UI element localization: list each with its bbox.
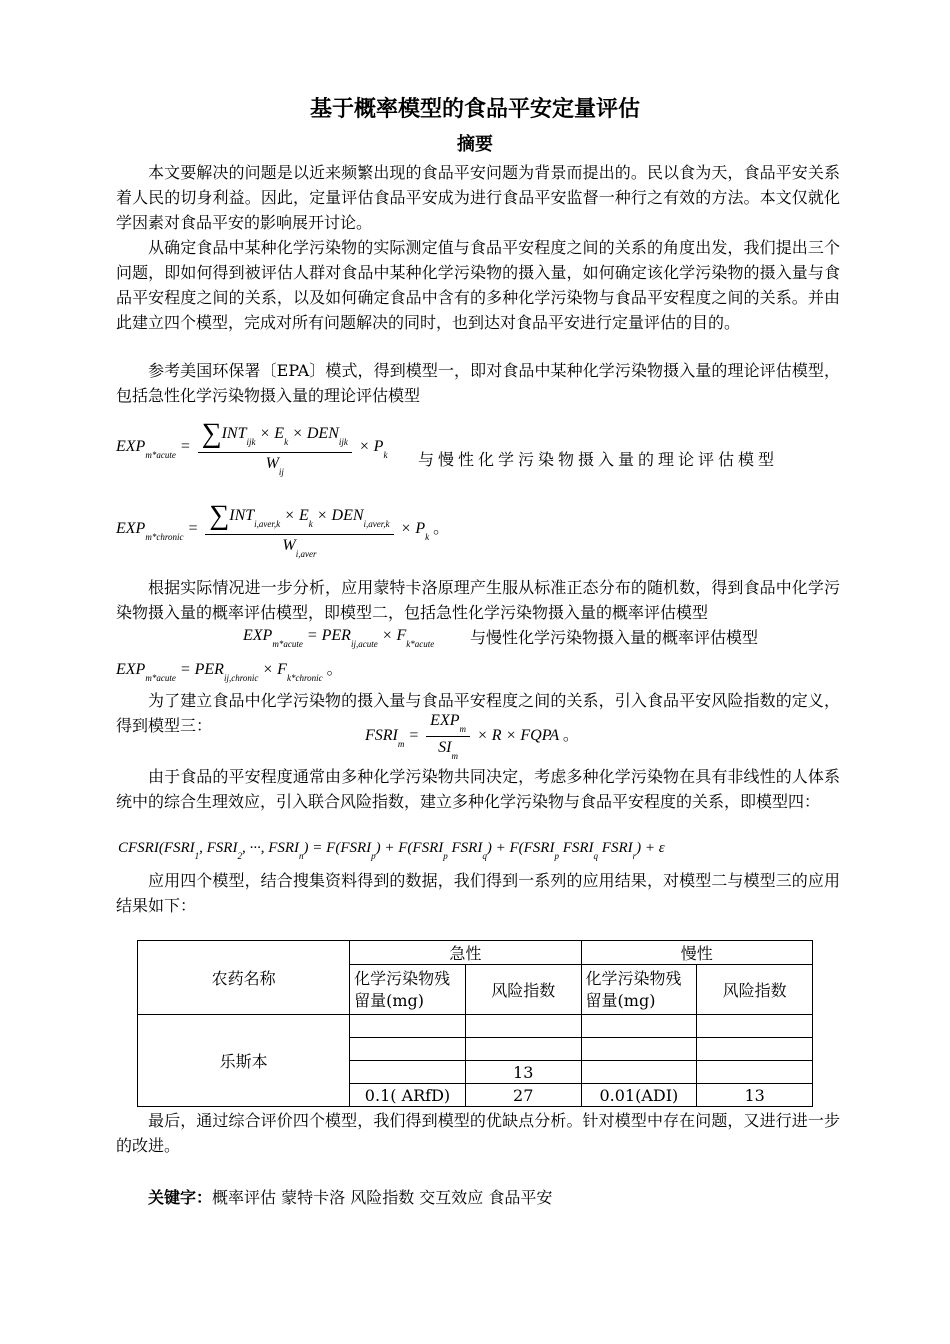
- pesticide-name-cell: 乐斯本: [138, 1015, 350, 1107]
- header-chronic: 慢性: [581, 941, 812, 965]
- abstract-paragraph-3: 参考美国环保署〔EPA〕模式，得到模型一，即对食品中某种化学污染物摄入量的理论评估模型，包括急性化学污染物摄入量的理论评估模型: [116, 361, 840, 405]
- table-cell: 0.01(ADI): [581, 1084, 697, 1107]
- abstract-paragraph-3b: 与慢性化学污染物摄入量的理论评估模型: [418, 450, 779, 469]
- keywords-line: [148, 1185, 552, 1208]
- table-cell: [465, 1015, 581, 1038]
- paragraph-3-end: 。: [433, 518, 450, 538]
- header-chronic-residue: 化学污染物残留量(mg): [581, 965, 697, 1015]
- table-cell: [697, 1038, 813, 1061]
- abstract-paragraph-8: 最后，通过综合评价四个模型，我们得到模型的优缺点分析。针对模型中存在问题，又进行进一步的改进。: [116, 1111, 840, 1155]
- table-cell: 13: [465, 1061, 581, 1084]
- abstract-paragraph-4b: 与慢性化学污染物摄入量的概率评估模型: [470, 628, 759, 647]
- header-acute-residue: 化学污染物残留量(mg): [350, 965, 466, 1015]
- table-cell: [697, 1015, 813, 1038]
- keywords-list: 概率评估 蒙特卡洛 风险指数 交互效应 食品平安: [212, 1188, 553, 1207]
- header-acute: 急性: [350, 941, 581, 965]
- abstract-paragraph-5: 为了建立食品中化学污染物的摄入量与食品平安程度之间的关系，引入食品平安风险指数的定义，得到模型三：: [116, 691, 840, 735]
- header-pesticide-name: 农药名称: [138, 941, 350, 1015]
- keywords-label: 关键字：: [148, 1188, 213, 1207]
- table-cell: [697, 1061, 813, 1084]
- paragraph-4-end: 。: [326, 659, 343, 678]
- paragraph-5-end: 。: [562, 725, 579, 745]
- abstract-heading: 摘要: [457, 134, 493, 155]
- header-chronic-risk: 风险指数: [697, 965, 813, 1015]
- table-cell: [581, 1015, 697, 1038]
- formula-acute-theory: $EXP_{m*acute}$ = $\frac{\sum INT_{ijk} \times E_k \times DEN_{ijk}}{W_{ij}}$ × $P_k$: [116, 418, 388, 477]
- formula-chronic-probability: $EXP_{m*acute} = PER_{ij,chronic} \times F_{k*chronic}$ 。: [116, 659, 343, 683]
- table-cell: 13: [697, 1084, 813, 1107]
- table-cell: [581, 1038, 697, 1061]
- abstract-paragraph-2: 从确定食品中某种化学污染物的实际测定值与食品平安程度之间的关系的角度出发，我们提出三个问题，即如何得到被评估人群对食品中某种化学污染物的摄入量，如何确定该化学污染物的摄入量与食品平安程度之间的关系，以及如何确定食品中含有的多种化学污染物与食品平安程度之间的关系。并由此建立四个模型，完成对所有问题解决的同时，也到达对食品平安进行定量评估的目的。: [116, 238, 840, 332]
- header-acute-risk: 风险指数: [465, 965, 581, 1015]
- formula-combined-risk: $CFSRI(FSRI_1$, $FSRI_2$, ···, $FSRI_n$) = $F(FSRI_p)$ + $F(FSRI_p$ $FSRI_q$) + $F(FSRI_p$ $FSRI_q$ $FSRI_r) + \varepsilon$: [118, 840, 665, 861]
- formula-acute-probability: $EXP_{m*acute} = PER_{ij,acute} \times F_{k*acute}$: [243, 627, 435, 649]
- formula-chronic-theory: $EXP_{m*chronic}$ = $\frac{\sum INT_{i,aver,k} \times E_k \times DEN_{i,aver,k}}{W_{i,aver}}$ × $P_k$ 。: [116, 500, 450, 559]
- table-cell: [465, 1038, 581, 1061]
- table-cell: 27: [465, 1084, 581, 1107]
- formula-risk-index: $FSRI_m$ = $\frac{EXP_m}{SI_m}$ × R × FQPA 。: [365, 712, 579, 761]
- table-cell: [581, 1061, 697, 1084]
- abstract-paragraph-4: 根据实际情况进一步分析，应用蒙特卡洛原理产生服从标准正态分布的随机数，得到食品中化学污染物摄入量的概率评估模型，即模型二，包括急性化学污染物摄入量的概率评估模型: [116, 578, 840, 622]
- table-cell: [350, 1038, 466, 1061]
- abstract-paragraph-6: 由于食品的平安程度通常由多种化学污染物共同决定，考虑多种化学污染物在具有非线性的人体系统中的综合生理效应，引入联合风险指数，建立多种化学污染物与食品平安程度的关系，即模型四：: [116, 767, 840, 811]
- abstract-paragraph-7: 应用四个模型，结合搜集资料得到的数据，我们得到一系列的应用结果，对模型二与模型三的应用结果如下：: [116, 871, 840, 915]
- table-cell: [350, 1061, 466, 1084]
- table-cell: 0.1( ARfD): [350, 1084, 466, 1107]
- results-table: [137, 940, 813, 1107]
- table-cell: [350, 1015, 466, 1038]
- abstract-paragraph-1: 本文要解决的问题是以近来频繁出现的食品平安问题为背景而提出的。民以食为天，食品平安关系着人民的切身利益。因此，定量评估食品平安成为进行食品平安监督一种行之有效的方法。本文仅就化学因素对食品平安的影响展开讨论。: [116, 163, 840, 232]
- paper-title: 基于概率模型的食品平安定量评估: [309, 97, 640, 122]
